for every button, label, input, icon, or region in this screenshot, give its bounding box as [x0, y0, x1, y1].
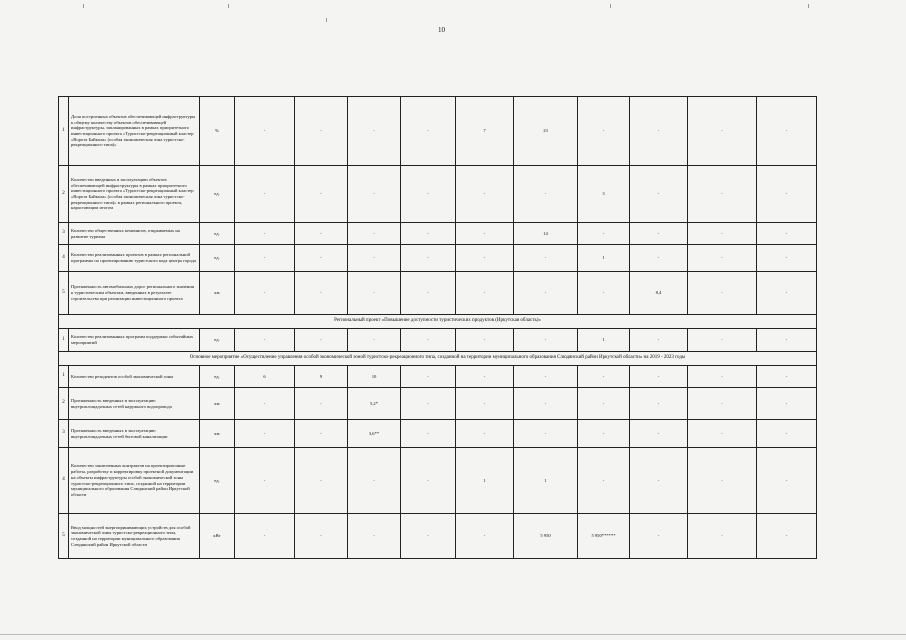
value-cell: - — [757, 420, 817, 448]
value-cell: 8,4 — [630, 272, 688, 315]
value-cell: 10 — [348, 366, 401, 388]
value-cell: - — [630, 245, 688, 272]
value-cell: - — [235, 514, 295, 559]
value-cell: - — [514, 329, 578, 352]
value-cell: - — [401, 420, 456, 448]
value-cell: - — [348, 272, 401, 315]
value-cell: - — [401, 366, 456, 388]
indicator-name: Ввод мощностей энергопринимающих устройств для особой экономической зоны туристско-рекреационного типа, созданной на территории муниципального образования Слюдянский район Иркутской области — [69, 514, 200, 559]
value-cell: - — [578, 448, 630, 514]
value-cell: 3 — [578, 166, 630, 223]
value-cell: - — [295, 97, 348, 166]
table-row — [59, 388, 817, 420]
unit-cell: ед. — [200, 448, 235, 514]
row-number: 1 — [59, 366, 69, 388]
value-cell: - — [401, 329, 456, 352]
value-cell: - — [688, 366, 757, 388]
value-cell: - — [757, 514, 817, 559]
table-row — [59, 448, 817, 514]
value-cell: - — [630, 514, 688, 559]
value-cell: - — [348, 223, 401, 245]
unit-cell: км — [200, 272, 235, 315]
value-cell: - — [235, 420, 295, 448]
value-cell: 5,2* — [348, 388, 401, 420]
value-cell: - — [235, 223, 295, 245]
value-cell: - — [235, 448, 295, 514]
indicators-table — [58, 96, 817, 559]
value-cell: 5 950****** — [578, 514, 630, 559]
value-cell: - — [630, 329, 688, 352]
indicator-name: Доля построенных объектов обеспечивающей инфраструктуры к общему количеству объектов обеспечивающей инфраструктуры, запланированных в рамках приоритетного инвестиционного проекта «Туристско-рекреационный кластер «Ворота Байкала» (особая экономическая зона туристско-рекреационного типа)» — [69, 97, 200, 166]
value-cell: - — [630, 388, 688, 420]
value-cell: - — [295, 514, 348, 559]
value-cell: - — [456, 223, 514, 245]
scan-tick-mark — [83, 4, 84, 8]
unit-cell: ед. — [200, 166, 235, 223]
value-cell: - — [688, 166, 757, 223]
value-cell: 1 — [514, 448, 578, 514]
value-cell: - — [757, 97, 817, 166]
indicator-name: Количество реализованных проектов в рамках региональной программы по проектированию туристского кода центра города — [69, 245, 200, 272]
value-cell: - — [514, 245, 578, 272]
value-cell: - — [757, 448, 817, 514]
section-header-row — [59, 315, 817, 329]
value-cell: - — [688, 388, 757, 420]
value-cell: - — [630, 223, 688, 245]
table-row — [59, 420, 817, 448]
value-cell: - — [688, 245, 757, 272]
value-cell: - — [757, 272, 817, 315]
value-cell: - — [456, 366, 514, 388]
value-cell: - — [630, 366, 688, 388]
value-cell: - — [295, 388, 348, 420]
value-cell: - — [688, 514, 757, 559]
unit-cell: % — [200, 97, 235, 166]
row-number: 4 — [59, 448, 69, 514]
indicator-name: Количество введенных в эксплуатацию объектов обеспечивающей инфраструктуры в рамках приоритетного инвестиционного проекта «Туристско-рекреационный кластер «Ворота Байкала» (особая экономическая зона туристско-рекреационного типа)» в рамках регионального проекта, нарастающим итогом — [69, 166, 200, 223]
value-cell: - — [456, 272, 514, 315]
page-number: 10 — [438, 26, 445, 34]
row-number: 1 — [59, 97, 69, 166]
table-row — [59, 272, 817, 315]
row-number: 4 — [59, 245, 69, 272]
indicator-name: Протяженность введенных в эксплуатацию внутриплощадочных сетей наружного водопровода — [69, 388, 200, 420]
value-cell: - — [235, 166, 295, 223]
value-cell: - — [348, 514, 401, 559]
value-cell: - — [456, 388, 514, 420]
value-cell: - — [456, 514, 514, 559]
value-cell: - — [348, 329, 401, 352]
table-row — [59, 329, 817, 352]
value-cell: - — [514, 388, 578, 420]
value-cell: - — [401, 448, 456, 514]
value-cell: - — [630, 97, 688, 166]
indicator-name: Протяженность введенных в эксплуатацию внутриплощадочных сетей бытовой канализации — [69, 420, 200, 448]
value-cell: - — [235, 272, 295, 315]
value-cell: - — [401, 223, 456, 245]
scan-edge — [0, 634, 906, 635]
value-cell: - — [514, 166, 578, 223]
unit-cell: ед. — [200, 223, 235, 245]
value-cell: 3,6** — [348, 420, 401, 448]
value-cell: - — [688, 223, 757, 245]
indicator-name: Количество заключенных контрактов на проектировочные работы, разработку и корректировку проектной документации на объекты инфраструктуры особой экономической зоны туристско-рекреационного типа, созданной на территории муниципального образования Слюдянский район Иркутской области — [69, 448, 200, 514]
value-cell: - — [630, 448, 688, 514]
value-cell: - — [456, 329, 514, 352]
row-number: 1 — [59, 329, 69, 352]
value-cell: - — [757, 329, 817, 352]
row-number: 3 — [59, 223, 69, 245]
value-cell: - — [688, 97, 757, 166]
value-cell: - — [456, 166, 514, 223]
indicator-name: Количество резидентов особой экономической зоны — [69, 366, 200, 388]
table-row — [59, 245, 817, 272]
value-cell: 6 — [235, 366, 295, 388]
value-cell: - — [235, 245, 295, 272]
unit-cell: кВт — [200, 514, 235, 559]
value-cell: - — [456, 245, 514, 272]
value-cell: - — [514, 366, 578, 388]
value-cell: - — [757, 223, 817, 245]
value-cell: - — [348, 166, 401, 223]
value-cell: - — [688, 329, 757, 352]
value-cell: - — [688, 448, 757, 514]
scan-tick-mark — [808, 4, 809, 8]
value-cell: - — [401, 272, 456, 315]
row-number: 5 — [59, 514, 69, 559]
value-cell: - — [456, 420, 514, 448]
value-cell: - — [757, 366, 817, 388]
table-row — [59, 166, 817, 223]
value-cell: - — [578, 388, 630, 420]
table-row — [59, 366, 817, 388]
indicator-name: Количество реализованных программ поддержки событийных мероприятий — [69, 329, 200, 352]
unit-cell: ед. — [200, 366, 235, 388]
value-cell: - — [630, 420, 688, 448]
unit-cell: ед. — [200, 245, 235, 272]
value-cell: - — [401, 245, 456, 272]
row-number: 3 — [59, 420, 69, 448]
value-cell: - — [578, 223, 630, 245]
row-number: 2 — [59, 388, 69, 420]
value-cell: 1 — [578, 245, 630, 272]
value-cell: - — [295, 329, 348, 352]
value-cell: - — [757, 388, 817, 420]
value-cell: - — [401, 166, 456, 223]
scan-tick-mark — [326, 18, 327, 22]
value-cell: - — [578, 420, 630, 448]
value-cell: 1 — [456, 448, 514, 514]
section-title: Региональный проект «Повышение доступности туристических продуктов (Иркутская область)» — [59, 315, 817, 329]
table-row — [59, 223, 817, 245]
unit-cell: км — [200, 388, 235, 420]
value-cell: - — [514, 272, 578, 315]
value-cell: - — [688, 272, 757, 315]
value-cell: 1 — [578, 329, 630, 352]
value-cell: - — [348, 448, 401, 514]
table-row — [59, 97, 817, 166]
value-cell: - — [401, 514, 456, 559]
value-cell: 7 — [456, 97, 514, 166]
indicator-name: Количество общественных кемпингов, открываемых на развитие туризма — [69, 223, 200, 245]
value-cell: 5 950 — [514, 514, 578, 559]
value-cell: - — [348, 245, 401, 272]
value-cell: - — [235, 329, 295, 352]
value-cell: 23 — [514, 97, 578, 166]
value-cell: - — [235, 97, 295, 166]
section-header-row — [59, 352, 817, 366]
value-cell: - — [688, 420, 757, 448]
value-cell: - — [295, 223, 348, 245]
table-row — [59, 514, 817, 559]
indicator-name: Протяженность автомобильных дорог регионального значения к туристическим объектам, введенных в результате строительства при реализации инвестиционного проекта — [69, 272, 200, 315]
value-cell: 9 — [295, 366, 348, 388]
value-cell: - — [295, 245, 348, 272]
scan-tick-mark — [228, 4, 229, 8]
unit-cell: км — [200, 420, 235, 448]
row-number: 2 — [59, 166, 69, 223]
value-cell: - — [401, 97, 456, 166]
value-cell: - — [235, 388, 295, 420]
unit-cell: ед. — [200, 329, 235, 352]
value-cell: - — [757, 166, 817, 223]
scan-tick-mark — [610, 4, 611, 8]
value-cell: - — [401, 388, 456, 420]
value-cell: - — [757, 245, 817, 272]
value-cell: 14 — [514, 223, 578, 245]
value-cell: - — [295, 166, 348, 223]
value-cell: - — [348, 97, 401, 166]
value-cell: - — [578, 366, 630, 388]
section-title: Основное мероприятие «Осуществление управления особой экономической зоной туристско-рекреационного типа, созданной на территории муниципального образования Слюдянский район Иркутской области» на 2019 - 2023 годы — [59, 352, 817, 366]
row-number: 5 — [59, 272, 69, 315]
value-cell: - — [578, 272, 630, 315]
value-cell: - — [295, 420, 348, 448]
value-cell: - — [514, 420, 578, 448]
value-cell: - — [630, 166, 688, 223]
value-cell: - — [295, 448, 348, 514]
value-cell: - — [295, 272, 348, 315]
value-cell: - — [578, 97, 630, 166]
